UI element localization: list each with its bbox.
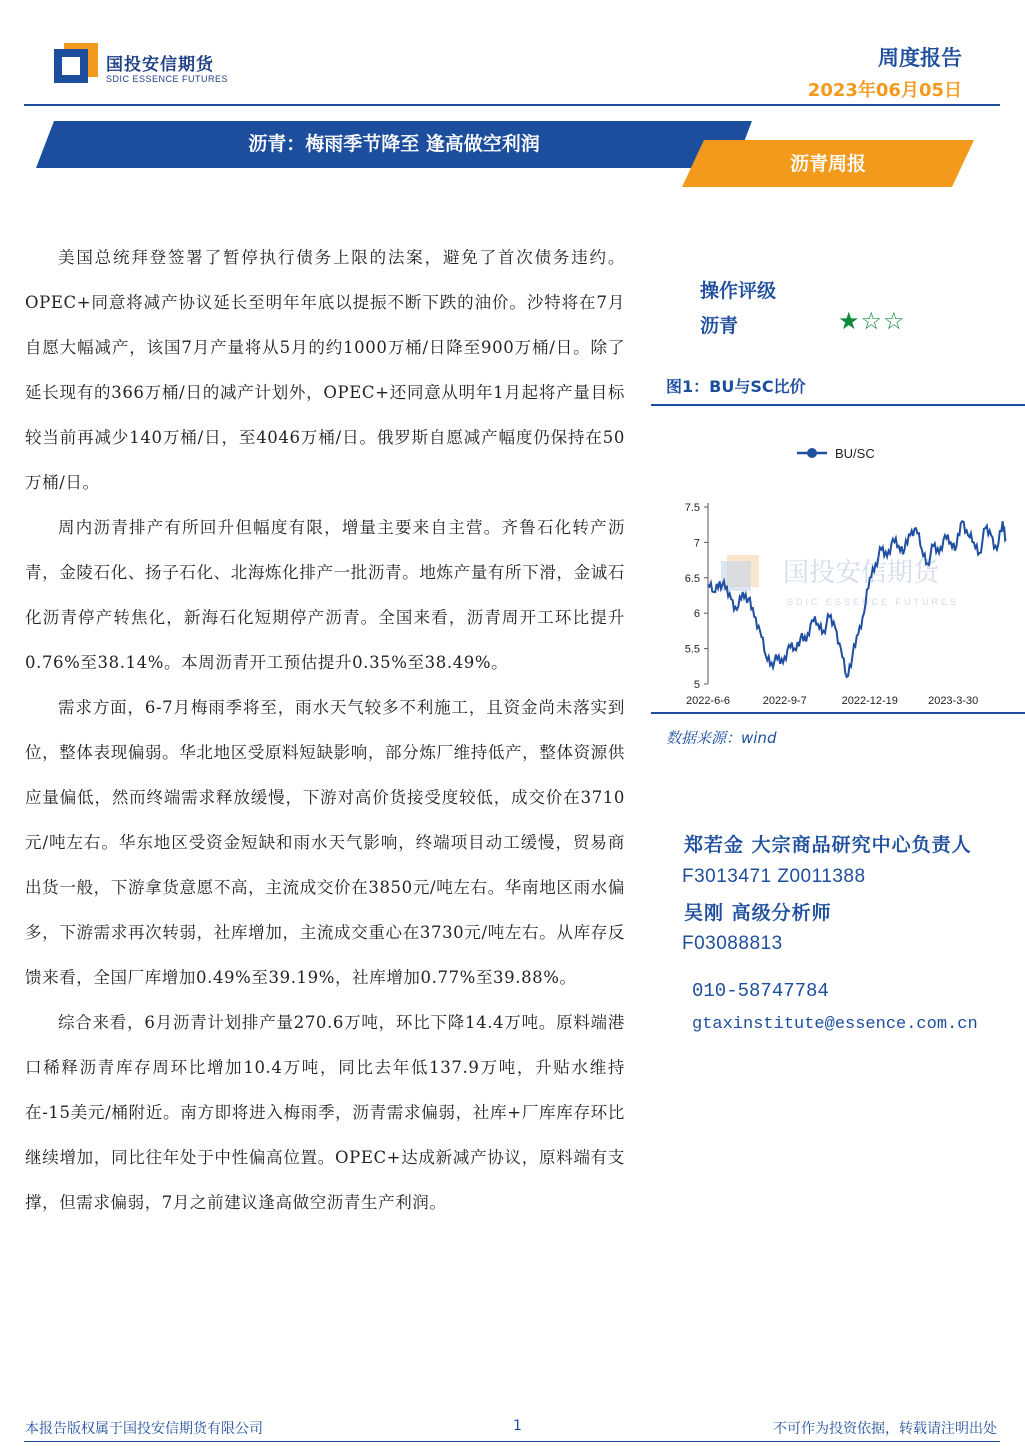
y-tick-label: 5.5	[684, 643, 700, 656]
header-divider	[24, 104, 1000, 106]
report-date: 2023年06月05日	[807, 80, 962, 101]
report-type: 周度报告	[878, 46, 962, 70]
x-tick-label: 2022-12-19	[841, 695, 898, 707]
body-text	[25, 235, 625, 1225]
contact-phone: 010-58747784	[692, 980, 829, 1002]
figure-bottom-rule	[651, 712, 1025, 714]
y-tick-label: 7	[693, 537, 700, 550]
paragraph: 周内沥青排产有所回升但幅度有限，增量主要来自主营。齐鲁石化转产沥青，金陵石化、扬子石化、北海炼化排产一批沥青。地炼产量有所下滑，金诚石化沥青停产转焦化，新海石化短期停产沥青。全国来看，沥青周开工环比提升0.76%至38.14%。本周沥青开工预估提升0.35%至38.49%。	[25, 518, 625, 672]
contact-email[interactable]: gtaxinstitute@essence.com.cn	[692, 1015, 978, 1034]
analyst-1-title: 郑若金 大宗商品研究中心负责人	[684, 834, 972, 856]
page-number: 1	[513, 1418, 522, 1434]
watermark-cn: 国投安信期货	[783, 558, 940, 588]
data-source: 数据来源：wind	[666, 729, 777, 747]
x-tick-label: 2022-9-7	[762, 695, 807, 707]
brand-name-cn: 国投安信期货	[106, 55, 214, 75]
y-tick-label: 5	[693, 679, 700, 691]
rating-label: 沥青	[700, 315, 739, 337]
footer-divider	[24, 1441, 1000, 1442]
x-tick-label: 2022-6-6	[685, 695, 731, 707]
analyst-2-title: 吴刚 高级分析师	[684, 902, 832, 924]
figure-top-rule	[651, 404, 1025, 406]
figure-title: 图1：BU与SC比价	[666, 377, 806, 396]
x-tick-label: 2023-3-30	[928, 695, 979, 707]
report-tag: 沥青周报	[789, 153, 866, 175]
rating-stars: ★☆☆	[838, 307, 906, 335]
footer-disclaimer: 不可作为投资依据，转载请注明出处	[773, 1421, 997, 1437]
report-title: 沥青：梅雨季节降至 逢高做空利润	[248, 133, 540, 155]
bu-sc-chart	[651, 407, 1025, 711]
company-logo	[54, 43, 98, 83]
y-tick-label: 7.5	[684, 502, 700, 514]
footer-copyright: 本报告版权属于国投安信期货有限公司	[25, 1421, 263, 1437]
y-tick-label: 6	[693, 608, 700, 621]
rating-title: 操作评级	[700, 280, 777, 302]
watermark-en: SDIC ESSENCE FUTURES	[787, 597, 960, 607]
legend-label: BU/SC	[835, 446, 875, 461]
paragraph: 需求方面，6-7月梅雨季将至，雨水天气较多不利施工，且资金尚未落实到位，整体表现偏弱。华北地区受原料短缺影响，部分炼厂维持低产，整体资源供应量偏低，然而终端需求释放缓慢，下游对高价货接受度较低，成交价在3710元/吨左右。华东地区受资金短缺和雨水天气影响，终端项目动工缓慢，贸易商出货一般，下游拿货意愿不高，主流成交价在3850元/吨左右。华南地区雨水偏多，下游需求再次转弱，社库增加，主流成交重心在3730元/吨左右。从库存反馈来看，全国厂库增加0.49%至39.19%，社库增加0.77%至39.88%。	[25, 698, 625, 987]
brand-name-en: SDIC ESSENCE FUTURES	[106, 74, 229, 84]
analyst-1-ids: F3013471 Z0011388	[682, 866, 866, 887]
analyst-2-ids: F03088813	[682, 933, 783, 954]
paragraph: 综合来看，6月沥青计划排产量270.6万吨，环比下降14.4万吨。原料端港口稀释沥青库存周环比增加10.4万吨，同比去年低137.9万吨，升贴水维持在-15美元/桶附近。南方即将进入梅雨季，沥青需求偏弱，社库+厂库库存环比继续增加，同比往年处于中性偏高位置。OPEC+达成新减产协议，原料端有支撑，但需求偏弱，7月之前建议逢高做空沥青生产利润。	[25, 1013, 625, 1212]
y-tick-label: 6.5	[684, 572, 700, 585]
paragraph: 美国总统拜登签署了暂停执行债务上限的法案，避免了首次债务违约。OPEC+同意将减产协议延长至明年年底以提振不断下跌的油价。沙特将在7月自愿大幅减产，该国7月产量将从5月的约1000万桶/日降至900万桶/日。除了延长现有的366万桶/日的减产计划外，OPEC+还同意从明年1月起将产量目标较当前再减少140万桶/日，至4046万桶/日。俄罗斯自愿减产幅度仍保持在50万桶/日。	[25, 248, 625, 492]
